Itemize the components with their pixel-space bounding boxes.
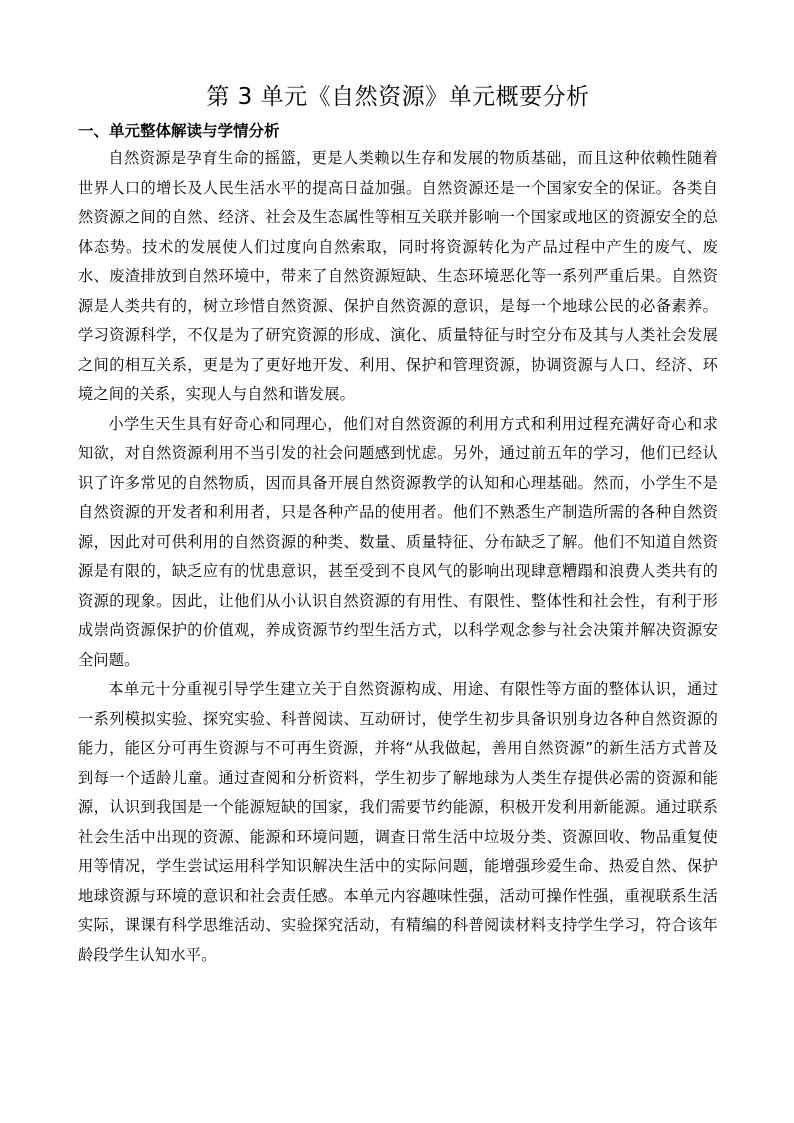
document-page: [78, 80, 718, 970]
paragraph-1: 自然资源是孕育生命的摇篮，更是人类赖以生存和发展的物质基础，而且这种依赖性随着世界人口的增长及人民生活水平的提高日益加强。自然资源还是一个国家安全的保证。各类自然资源之间的自然、经济、社会及生态属性等相互关联并影响一个国家或地区的资源安全的总体态势。技术的发展使人们过度向自然索取，同时将资源转化为产品过程中产生的废气、废水、废渣排放到自然环境中，带来了自然资源短缺、生态环境恶化等一系列严重后果。自然资源是人类共有的，树立珍惜自然资源、保护自然资源的意识，是每一个地球公民的必备素养。学习资源科学，不仅是为了研究资源的形成、演化、质量特征与时空分布及其与人类社会发展之间的相互关系，更是为了更好地开发、利用、保护和管理资源，协调资源与人口、经济、环境之间的关系，实现人与自然和谐发展。: [78, 149, 718, 403]
paragraph-3: 本单元十分重视引导学生建立关于自然资源构成、用途、有限性等方面的整体认识，通过一系列模拟实验、探究实验、科普阅读、互动研讨，使学生初步具备识别身边各种自然资源的能力，能区分可再生资源与不可再生资源，并将“从我做起，善用自然资源”的新生活方式普及到每一个适龄儿童。通过查阅和分析资料，学生初步了解地球为人类生存提供必需的资源和能源，认识到我国是一个能源短缺的国家，我们需要节约能源，积极开发利用新能源。通过联系社会生活中出现的资源、能源和环境问题，调查日常生活中垃圾分类、资源回收、物品重复使用等情况，学生尝试运用科学知识解决生活中的实际问题，能增强珍爱生命、热爱自然、保护地球资源与环境的意识和社会责任感。本单元内容趣味性强，活动可操作性强，重视联系生活实际，课课有科学思维活动、实验探究活动，有精编的科普阅读材料支持学生学习，符合该年龄段学生认知水平。: [78, 680, 718, 964]
document-title: 第 3 单元《自然资源》单元概要分析: [206, 84, 590, 110]
section-heading: 一、单元整体解读与学情分析: [78, 122, 280, 140]
paragraph-2: 小学生天生具有好奇心和同理心，他们对自然资源的利用方式和利用过程充满好奇心和求知欲，对自然资源利用不当引发的社会问题感到忧虑。另外，通过前五年的学习，他们已经认识了许多常见的自然物质，因而具备开展自然资源教学的认知和心理基础。然而，小学生不是自然资源的开发者和利用者，只是各种产品的使用者。他们不熟悉生产制造所需的各种自然资源，因此对可供利用的自然资源的种类、数量、质量特征、分布缺乏了解。他们不知道自然资源是有限的，缺乏应有的忧患意识，甚至受到不良风气的影响出现肆意糟蹋和浪费人类共有的资源的现象。因此，让他们从小认识自然资源的有用性、有限性、整体性和社会性，有利于形成崇尚资源保护的价值观，养成资源节约型生活方式，以科学观念参与社会决策并解决资源安全问题。: [78, 414, 718, 669]
